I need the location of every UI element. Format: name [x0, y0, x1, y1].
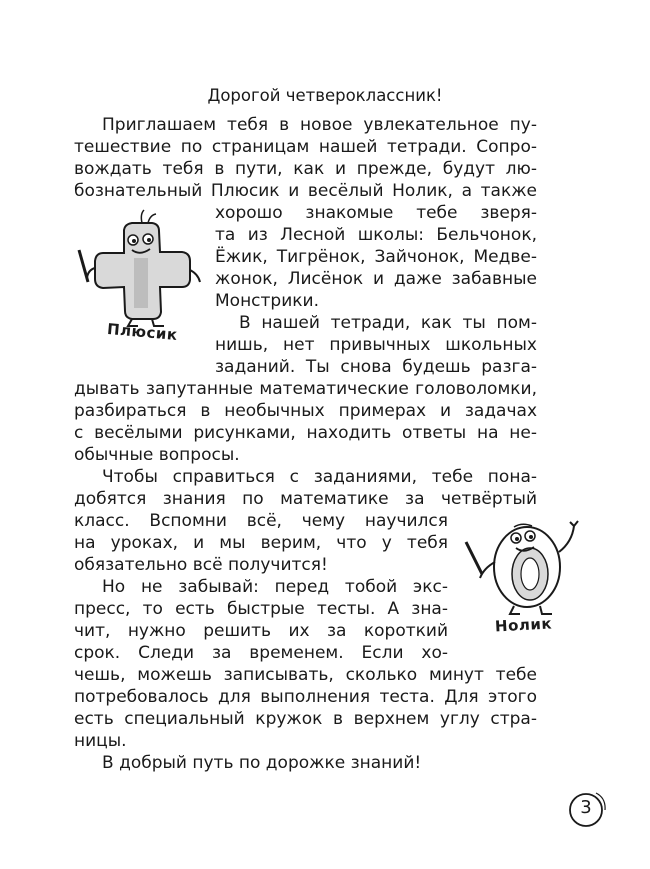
text-line: добятся знания по математике за четвёртый	[74, 489, 537, 509]
text-line: потребовалось для выполнения теста. Для этого	[74, 687, 537, 707]
text-line: В нашей тетради, как ты пом-	[239, 313, 537, 333]
text-line: обязательно всё получится!	[74, 555, 328, 575]
plus-character-caption: Плюсик	[106, 319, 179, 345]
text-line: В добрый путь по дорожке знаний!	[102, 753, 422, 773]
page-number: 3	[580, 797, 592, 818]
text-line: Монстрики.	[215, 291, 319, 311]
text-line: Ёжик, Тигрёнок, Зайчонок, Медве-	[215, 247, 537, 267]
text-line: тешествие по страницам нашей тетради. Сопро-	[74, 137, 537, 157]
plus-character-illustration	[70, 208, 210, 328]
text-line: есть специальный кружок в верхнем углу стра-	[74, 709, 537, 729]
text-line: Но не забывай: перед тобой экс-	[102, 577, 448, 597]
text-line: бознательный Плюсик и весёлый Нолик, а также	[74, 181, 537, 201]
text-line: разбираться в необычных примерах и задачах	[74, 401, 537, 421]
page-title: Дорогой четвероклассник!	[207, 86, 443, 105]
text-line: пресс, то есть быстрые тесты. А зна-	[74, 599, 448, 619]
page-number-badge	[566, 790, 606, 830]
text-line: класс. Вспомни всё, чему научился	[74, 511, 448, 531]
text-line: обычные вопросы.	[74, 445, 240, 465]
zero-character-caption: Нолик	[494, 614, 553, 636]
text-line: чешь, можешь записывать, сколько минут тебе	[74, 665, 537, 685]
text-line: на уроках, и мы верим, что у тебя	[74, 533, 448, 553]
text-line: чит, нужно решить их за короткий	[74, 621, 448, 641]
text-line: с весёлыми рисунками, находить ответы на не-	[74, 423, 537, 443]
text-line: заданий. Ты снова будешь разга-	[215, 357, 537, 377]
text-line: жонок, Лисёнок и даже забавные	[215, 269, 537, 289]
text-line: вождать тебя в пути, как и прежде, будут лю-	[74, 159, 537, 179]
text-line: срок. Следи за временем. Если хо-	[74, 643, 448, 663]
text-line: дывать запутанные математические головоломки,	[74, 379, 537, 399]
text-line: нишь, нет привычных школьных	[215, 335, 537, 355]
zero-character-illustration	[462, 512, 592, 617]
text-line: ницы.	[74, 731, 127, 751]
text-line: Приглашаем тебя в новое увлекательное пу-	[102, 115, 537, 135]
text-line: та из Лесной школы: Бельчонок,	[215, 225, 537, 245]
text-line: хорошо знакомые тебе зверя-	[215, 203, 537, 223]
text-line: Чтобы справиться с заданиями, тебе пона-	[102, 467, 537, 487]
